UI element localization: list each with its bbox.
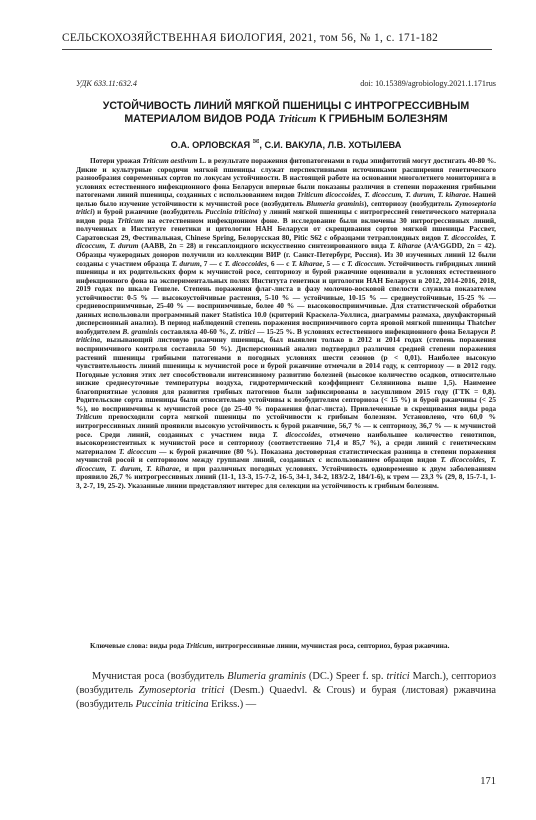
- abstract-text: (AABB, 2n = 28) и гексаплоидного искусственно синтезированного вида: [138, 241, 390, 251]
- species-name: B. graminis: [122, 326, 159, 336]
- abstract-text: , и при различных погодных условиях. Устойчивость одновременно к двум заболеваниям проявило 26,7 % интрогрессивных линий (11-1, 13-3, 15-7-2, 16-5, 34-1, 34-2, 183/2-2, 184/1-6), к трем — 23,3 % (29, 8, 15-7-1, 1-3, 2-7, 19, 25-2). Указанные линии представляют интерес для селекции на устойчивость к грибным болезням.: [76, 463, 497, 490]
- species-name: Triticum dicoccoides, T. dicoccum, T. durum, T. kiharae: [297, 190, 469, 200]
- species-name: Triticum: [76, 412, 103, 422]
- authors: [76, 136, 496, 151]
- keywords-text: Ключевые слова: виды рода: [90, 641, 187, 650]
- species-name: Puccinia triticina: [205, 207, 259, 217]
- abstract-text: ) и бурой ржавчине (возбудитель: [92, 207, 206, 217]
- meta-row: [76, 78, 496, 89]
- abstract-text: . Нашей целью было изучение устойчивости к мучнистой росе (возбудитель: [76, 190, 496, 208]
- abstract-text: превосходили сорта мягкой пшеницы по устойчивости к грибным болезням. Установлено, что 60,0 % интрогрессивных линий проявили высокую устойчивость к бурой ржавчине, 56,7 % — к септориозу, 36,7 % — к мучнистой росе. Среди линий, созданных с участием вида: [76, 412, 496, 439]
- abstract-text: составляла 40-60 %,: [158, 326, 231, 336]
- running-head: СЕЛЬСКОХОЗЯЙСТВЕННАЯ БИОЛОГИЯ, 2021, том 56, № 1, с. 171-182: [62, 30, 492, 50]
- species-name: T. dicoccoides: [272, 429, 321, 439]
- species-name: Blumeria graminis: [306, 198, 365, 208]
- abstract-text: — 15-25 %. В условиях естественного инфекционного фона Беларуси: [254, 326, 491, 336]
- abstract-text: , 6 — с: [266, 258, 292, 268]
- abstract: [76, 157, 496, 490]
- article-title: [70, 100, 502, 126]
- page-number: 171: [480, 776, 496, 787]
- species-name: T. kiharae: [389, 241, 422, 251]
- abstract-text: — к бурой ржавчине (80 %). Показана достоверная статистическая разница в степени поражения мучнистой росой и септориозом между группами линий, созданных с использованием образцов видов: [76, 446, 497, 465]
- udk-code: УДК 633.11:632.4: [76, 79, 137, 88]
- abstract-text: Потери урожая: [90, 156, 143, 165]
- abstract-text: ), септориозу (возбудитель: [364, 198, 455, 208]
- species-name: Triticum: [117, 215, 144, 225]
- doi: doi: 10.15389/agrobiology.2021.1.171rus: [360, 79, 496, 88]
- body-text: (Desm.) Quaedvl. & Crous) и бурая (листовая) ржавчина (возбудитель: [76, 685, 496, 710]
- abstract-text: ) у линий мягкой пшеницы с интрогрессией генетического материала видов рода: [76, 207, 496, 225]
- keywords: [76, 641, 496, 650]
- species-name: T. dicoccum: [347, 258, 384, 268]
- body-text: (DC.) Speer f. sp.: [305, 671, 387, 682]
- species-name: P. triticina: [76, 326, 496, 345]
- species-name: Puccinia triticina: [135, 699, 209, 710]
- title-genus: Triticum: [278, 114, 317, 125]
- body-paragraph: [76, 670, 496, 712]
- species-name: T. dicoccoides, T. dicoccum, T. durum, T. kiharae: [76, 455, 496, 473]
- abstract-text: L. в результате поражения фитопатогенами в годы эпифитотий могут достигать 40-80 %. Дикие и культурные сородичи мягкой пшеницы служат перспективными источниками расширения генетического разнообразия современных сортов по локусам устойчивости. В настоящей работе на основании многолетнего мониторинга в условиях естественного инфекционного фона Беларуси впервые были показаны различия в степени поражения грибными патогенами линий пшеницы, созданных с использованием видов: [76, 156, 496, 200]
- envelope-icon[interactable]: ✉: [252, 137, 260, 146]
- abstract-text: (AᵗAᵗGGDD, 2n = 42). Образцы чужеродных доноров получили из коллекции ВИР (г. Санкт-Петербург, Россия). Из 30 изученных линий 12 были созданы с участием образца: [76, 241, 496, 268]
- body-text: Мучнистая роса (возбудитель: [92, 671, 228, 682]
- abstract-text: , вызывающий листовую ржавчину пшеницы, был выявлен только в 2012 и 2014 годах (степень поражения восприимчивого контроля составила 50 %). Дисперсионный анализ подтвердил различия средней степени поражения растений пшеницы грибными патогенами в погодных условиях шести сезонов (p < 0,01). Наиболее высокую чувствительность линий пшеницы к мучнистой росе и бурой ржавчине отмечали в 2014 году, к септориозу — в 2012 году. Погодные условия этих лет способствовали интенсивному развитию болезней (высокое количество осадков, относительно низкие среднесуточные температуры воздуха, гидротермический коэффициент Селянинова выше 1,5). Наименее благоприятные условия для развития грибных патогенов были зафиксированы в засушливом 2015 году (ГТК = 0,8). Родительские сорта пшеницы были относительно устойчивы к возбудителям септориоза (< 15 %) и бурой ржавчины (< 25 %), но восприимчивы к мучнистой росе (до 25-40 % поражения флаг-листа). Привлеченные в скрещивания виды рода: [76, 335, 496, 413]
- species-name: Zymoseptoria tritici: [76, 198, 497, 217]
- species-name: Zymoseptoria tritici: [138, 685, 225, 696]
- abstract-text: , 5 — с: [322, 258, 348, 268]
- species-name: Blumeria graminis: [227, 671, 306, 682]
- species-name: T. dicoccoides, T. dicoccum, T. durum: [76, 232, 497, 251]
- species-name: Triticum: [186, 641, 213, 650]
- title-line-2b: К ГРИБНЫМ БОЛЕЗНЯМ: [316, 113, 448, 125]
- species-name: T. dicoccum: [118, 446, 157, 456]
- species-name: T. kiharae: [291, 258, 323, 268]
- species-name: T. durum: [171, 258, 200, 268]
- first-author: О.А. ОРЛОВСКАЯ: [170, 140, 251, 151]
- species-name: tritici: [386, 671, 410, 682]
- other-authors: , С.И. ВАКУЛА, Л.В. ХОТЫЛЕВА: [259, 140, 402, 151]
- abstract-text: на естественном инфекционном фоне. В исследование были включены 30 интрогрессивных линий, полученных в Институте генетики и цитологии НАН Беларуси от скрещивания сортов мягкой пшеницы Рассвет, Саратовская 29, Фестивальная, Chinese Spring, Белорусская 80, Pitic S62 с образцами тетраплоидных видов: [76, 215, 496, 242]
- abstract-text: . Устойчивость гибридных линий пшеницы и их родительских форм к мучнистой росе, септориозу и бурой ржавчине оценивали в условиях естественного инфекционного фона на экспериментальных полях Института генетики и цитологии НАН Беларуси в 2012, 2014-2016, 2018, 2019 годах по шкале Гешеле. Степень поражения флаг-листа в фазу молочно-восковой спелости служила показателем устойчивости: 0-5 % — высокоустойчивые растения, 5-10 % — устойчивые, 10-15 % — среднеустойчивые, 15-25 % — средневосприимчивые, 25-40 % — восприимчивые, более 40 % — высоковосприимчивые. Для статистической обработки данных использовали программный пакет Statistica 10.0 (критерий Краскела-Уоллиса, диаграммы размаха, двухфакторный дисперсионный анализ). В период наблюдений степень поражения восприимчивого сорта яровой мягкой пшеницы Thatcher возбудителем: [76, 258, 496, 336]
- abstract-text: , отмечено наибольшее количество генотипов, высокорезистентных к мучнистой росе и септориозу (соответственно 71,4 и 85,7 %), а среди линий с генетическим материалом: [76, 429, 496, 456]
- species-name: T. dicoccoides: [224, 258, 267, 268]
- body-text: Erikss.) —: [208, 699, 257, 710]
- title-line-2a: МАТЕРИАЛОМ ВИДОВ РОДА: [124, 113, 279, 125]
- abstract-text: , 7 — с: [199, 258, 225, 268]
- keywords-text: , интрогрессивные линии, мучнистая роса, септориоз, бурая ржавчина.: [212, 641, 450, 650]
- species-name: Triticum aestivum: [142, 156, 198, 165]
- title-line-1: УСТОЙЧИВОСТЬ ЛИНИЙ МЯГКОЙ ПШЕНИЦЫ С ИНТРОГРЕССИВНЫМ: [102, 100, 470, 112]
- species-name: Z. tritici: [230, 326, 255, 336]
- body-text: March.), септориоз (возбудитель: [76, 671, 496, 696]
